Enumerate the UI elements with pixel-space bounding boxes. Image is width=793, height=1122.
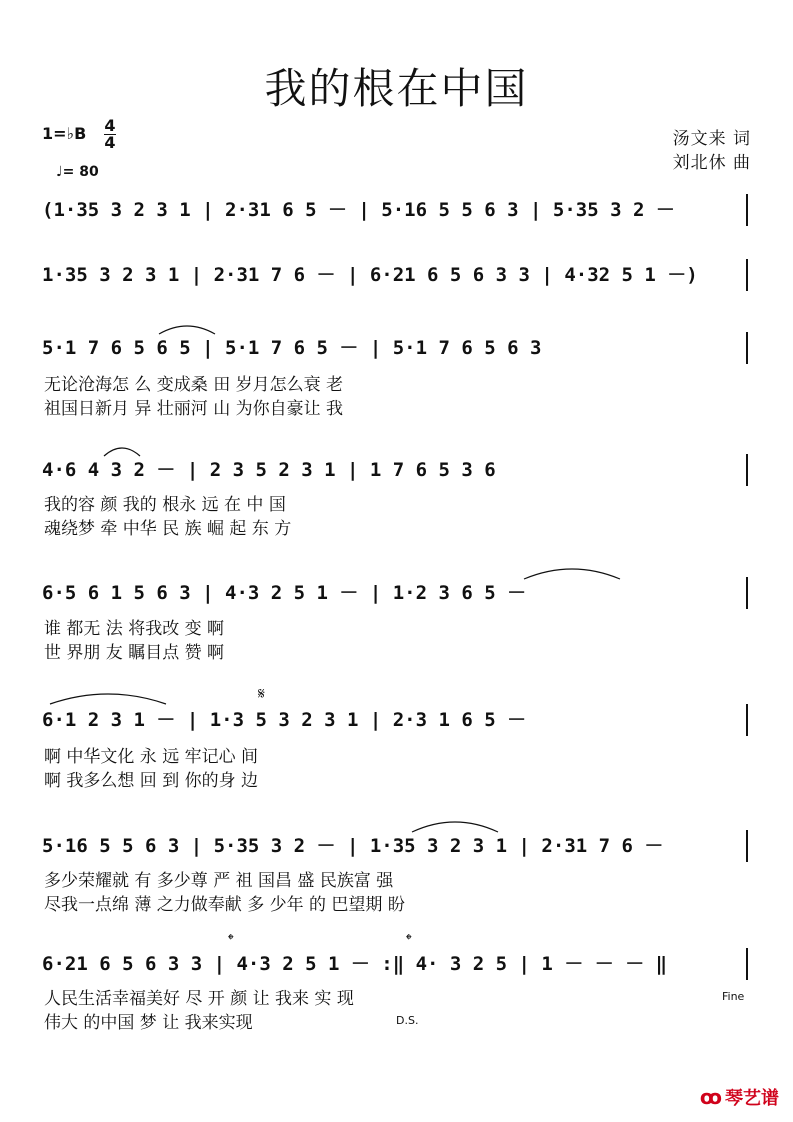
system-4 [42,450,754,490]
lyric-line-1: 人民生活幸福美好 尽 开 颜 让 我来 实 现 [44,989,354,1009]
lyric-line-2: 祖国日新月 异 壮丽河 山 为你自豪让 我 [44,399,344,419]
notation-line: 5·1 7 6 5 6 5 | 5·1 7 6 5 － | 5·1 7 6 5 6 3 [42,337,542,359]
qinyi-logo-icon: ꝏ [699,1085,722,1109]
notation-line: 1·35 3 2 3 1 | 2·31 7 6 － | 6·21 6 5 6 3 3 | 4·32 5 1 －) [42,264,698,286]
slur [102,444,142,458]
barline [746,332,748,364]
notation-line: 6·1 2 3 1 － | 1·3 5 3 2 3 1 | 2·3 1 6 5 － [42,709,527,731]
tempo-marking: ♩= 80 [56,164,99,180]
page-title: 我的根在中国 [264,64,529,113]
slur [410,818,500,834]
composer-credit: 刘北休 曲 [672,153,751,173]
slur [48,690,168,706]
system-5 [42,573,754,613]
lyric-line-1: 无论沧海怎 么 变成桑 田 岁月怎么衰 老 [44,375,344,395]
lyric-line-2: 魂绕梦 牵 中华 民 族 崛 起 东 方 [44,519,292,539]
coda-sign: 𝄌 [228,930,234,949]
time-signature-bottom: 4 [104,133,116,152]
notation-line: (1·35 3 2 3 1 | 2·31 6 5 － | 5·16 5 5 6 3 | 5·35 3 2 － [42,199,675,221]
system-3 [42,328,754,368]
barline [746,830,748,862]
logo-text: 琴艺谱 [725,1088,779,1109]
segno-sign: 𝄋 [258,684,265,703]
time-signature-top: 4 [104,116,116,135]
key-signature: 1=♭B [42,124,87,143]
notation-line: 6·21 6 5 6 3 3 | 4·3 2 5 1 － :‖ 4· 3 2 5 | 1 － － － ‖ [42,953,668,975]
ds-marking: D.S. [396,1014,419,1027]
notation-line: 4·6 4 3 2 － | 2 3 5 2 3 1 | 1 7 6 5 3 6 [42,459,496,481]
lyric-line-2: 世 界朋 友 瞩目点 赞 啊 [44,643,225,663]
lyric-line-2: 尽我一点绵 薄 之力做奉献 多 少年 的 巴望期 盼 [44,895,405,915]
barline [746,704,748,736]
notation-line: 5·16 5 5 6 3 | 5·35 3 2 － | 1·35 3 2 3 1 | 2·31 7 6 － [42,835,664,857]
lyricist-credit: 汤文来 词 [672,129,751,149]
time-signature [104,118,116,151]
lyric-line-2: 伟大 的中国 梦 让 我来实现 [44,1013,253,1033]
system-1 [42,190,754,230]
barline [746,194,748,226]
coda-sign: 𝄌 [406,930,412,949]
site-logo [700,1084,779,1110]
lyric-line-1: 多少荣耀就 有 多少尊 严 祖 国昌 盛 民族富 强 [44,871,394,891]
system-8 [42,944,754,984]
barline [746,948,748,980]
system-7 [42,826,754,866]
slur [157,322,217,336]
barline [746,259,748,291]
system-6 [42,700,754,740]
barline [746,454,748,486]
lyric-line-2: 啊 我多么想 回 到 你的身 边 [44,771,259,791]
system-2 [42,255,754,295]
lyric-line-1: 谁 都无 法 将我改 变 啊 [44,619,225,639]
lyric-line-1: 啊 中华文化 永 远 牢记心 间 [44,747,259,767]
lyric-line-1: 我的容 颜 我的 根永 远 在 中 国 [44,495,286,515]
fine-marking: Fine [722,990,745,1003]
barline [746,577,748,609]
slur [522,565,622,581]
notation-line: 6·5 6 1 5 6 3 | 4·3 2 5 1 － | 1·2 3 6 5 － [42,582,527,604]
